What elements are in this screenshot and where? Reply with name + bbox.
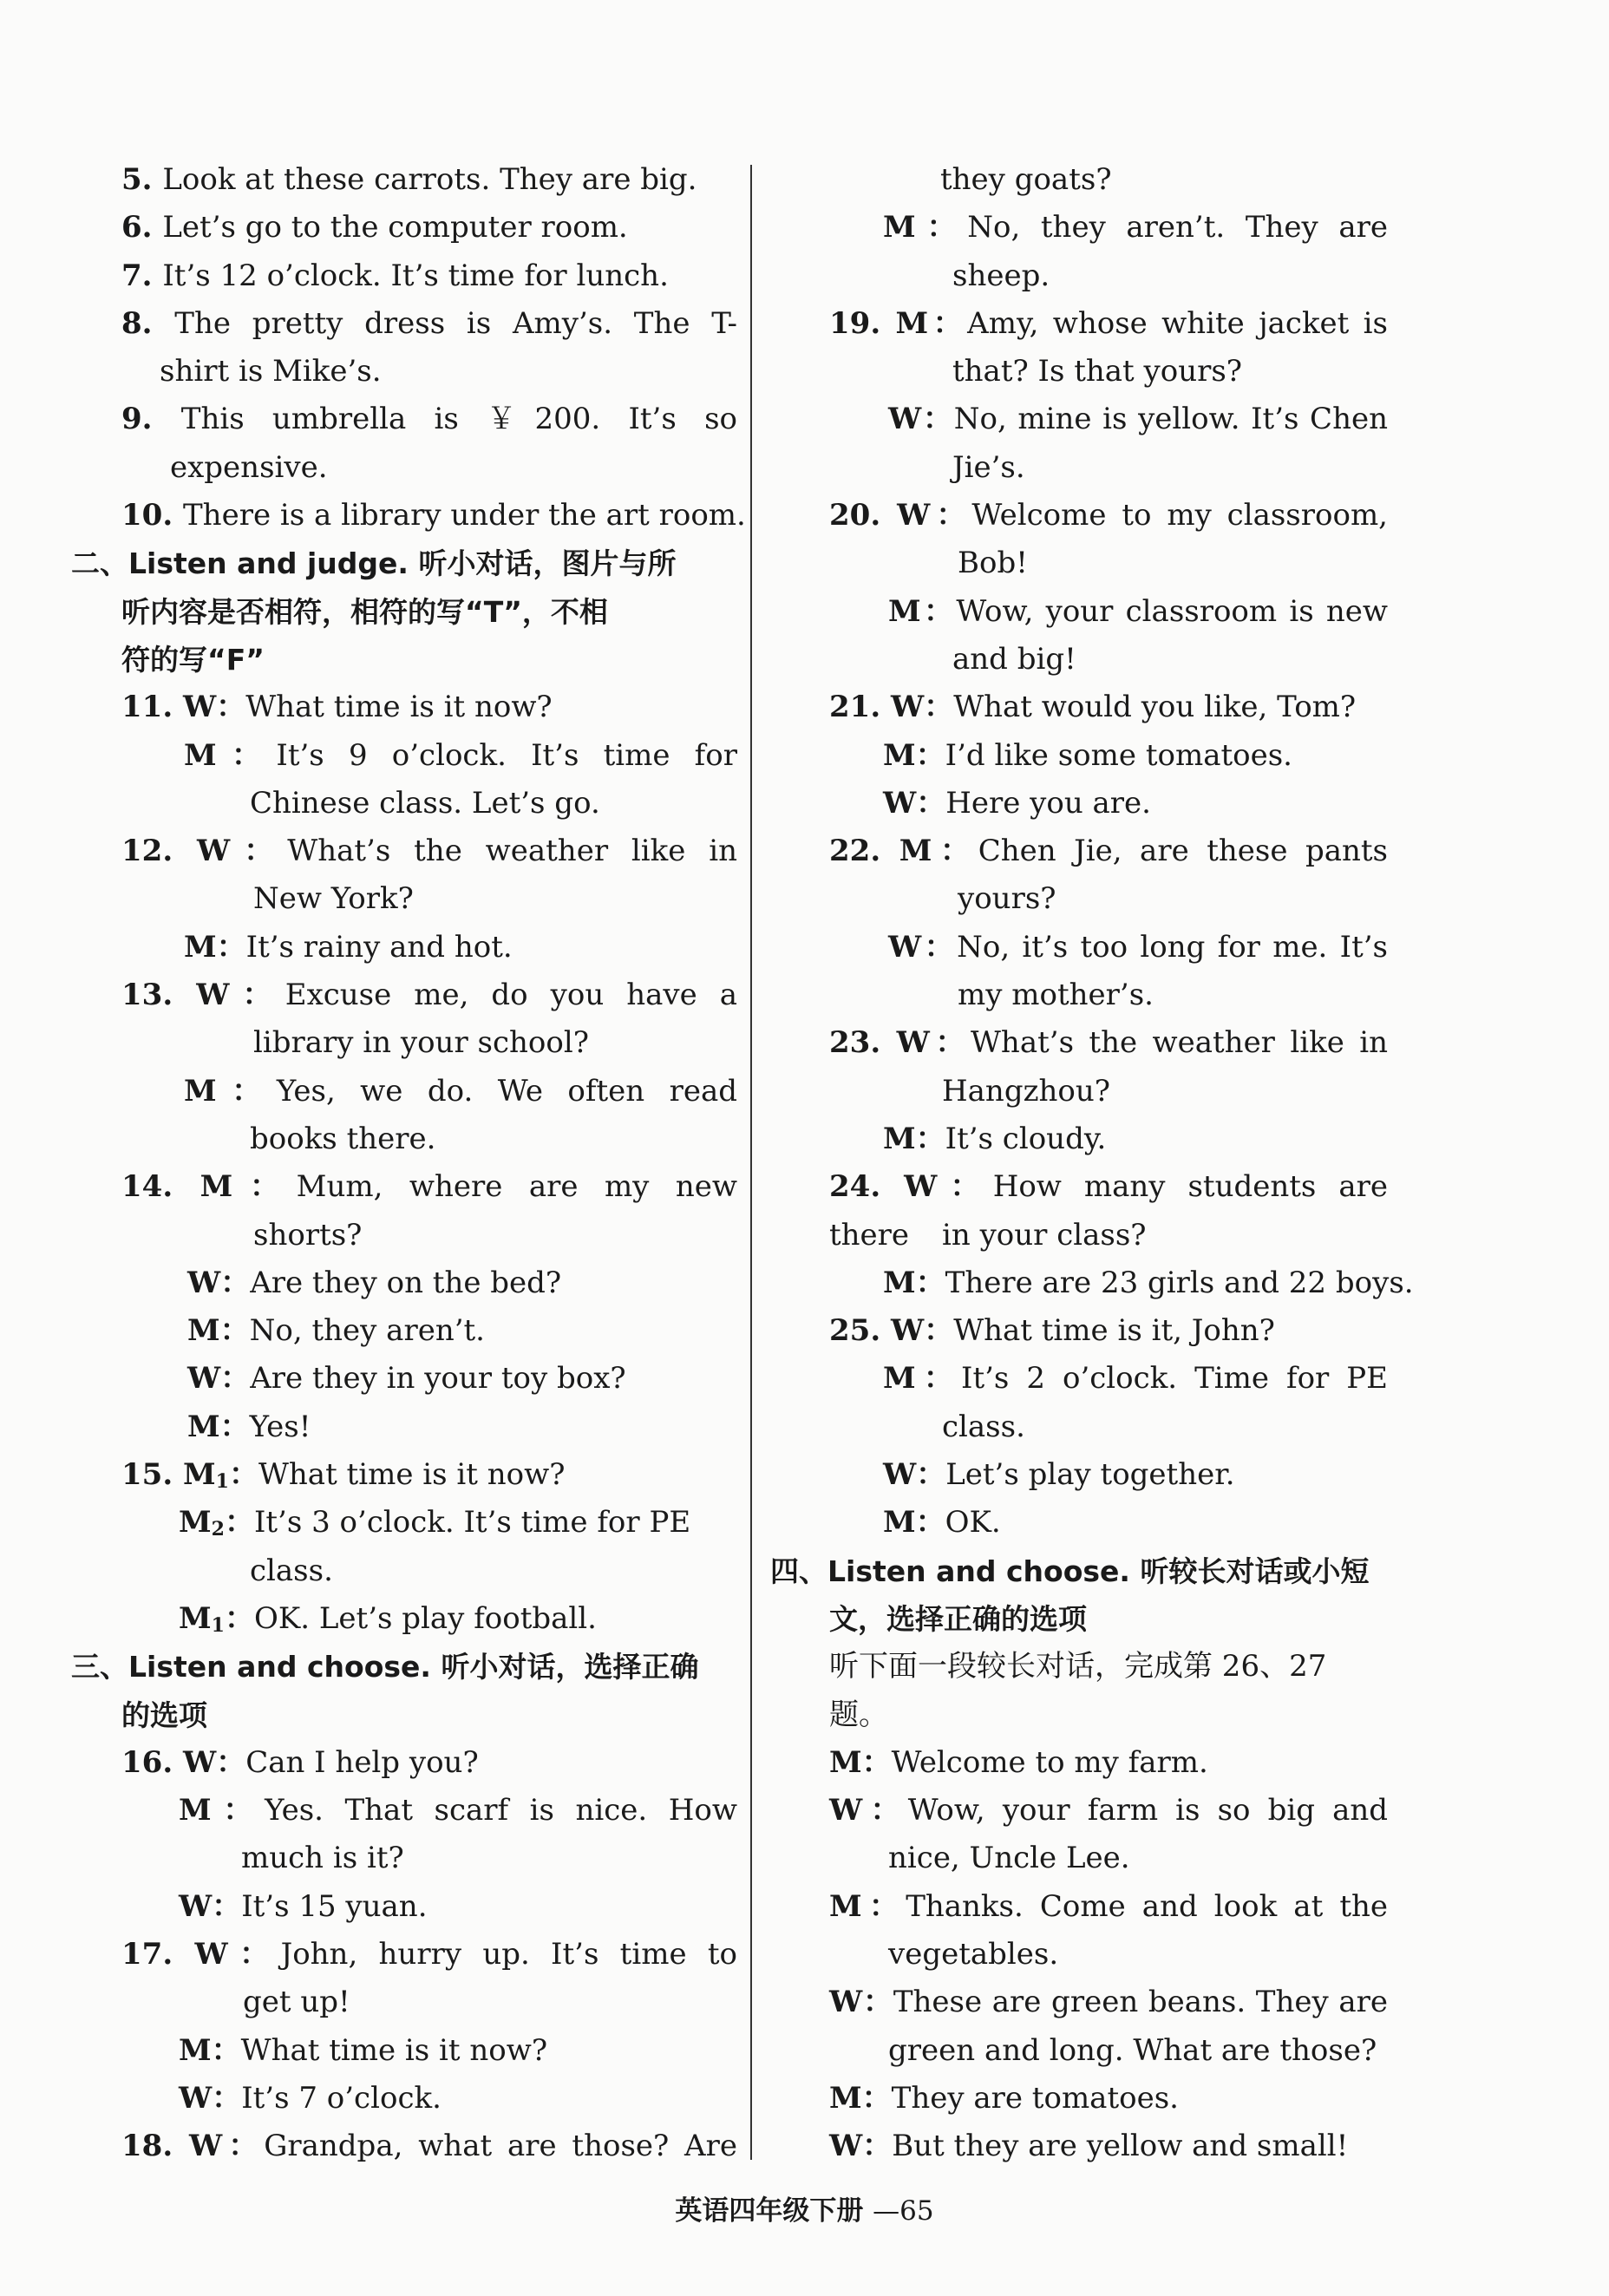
script-line [121,924,737,971]
speaker-colon: ： [224,1505,254,1540]
script-line [121,1979,737,2026]
speaker-letter: W： [189,2129,265,2164]
speaker-letter: M： [883,1361,962,1397]
speaker-label [196,978,285,1012]
section-heading: 文，选择正确的选项 [829,1601,1087,1636]
section-heading: 的选项 [121,1697,207,1732]
dialogue-text: The pretty dress is Amy’s. The T- [174,305,737,341]
dialogue-text: No, they aren’t. [249,1313,485,1349]
script-line [121,732,737,780]
speaker-label [888,594,956,629]
dialogue-text: Jie’s. [952,449,1025,485]
speaker-label [897,498,971,533]
speaker-letter: W： [187,1361,251,1397]
speaker-label [179,2033,241,2068]
speaker-label [184,1074,277,1109]
speaker-label [187,1313,250,1348]
speaker-letter: M： [829,1744,892,1780]
dialogue-text: Chen Jie, are these pants [978,834,1388,869]
question-number: 19. [829,305,896,341]
dialogue-text: Look at these carrots. They are big. [162,162,697,197]
section-heading: 三、Listen and choose. 听小对话，选择正确 [71,1650,699,1684]
script-line [121,1355,737,1403]
dialogue-text: expensive. [170,449,328,485]
script-line [770,1979,1388,2026]
dialogue-text: They are tomatoes. [891,2080,1179,2116]
section-heading-line [770,1547,1388,1595]
script-line [121,2075,737,2123]
dialogue-text: my mother’s. [958,978,1154,1013]
script-line [770,300,1388,348]
speaker-letter: M： [895,305,968,341]
dialogue-text: shirt is Mike’s. [160,354,382,389]
speaker-label [829,1985,893,2019]
speaker-letter: W： [904,1169,993,1205]
question-number: 12. [121,834,198,869]
dialogue-text: that? Is that yours? [952,354,1243,389]
book-title: 英语四年级下册 [675,2195,864,2227]
speaker-label [904,1169,993,1204]
speaker-letter: W： [196,978,285,1013]
script-line [121,348,737,396]
instruction-text: 听下面一段较长对话，完成第 26、27 [829,1649,1327,1684]
dialogue-text: Chinese class. Let’s go. [250,785,600,821]
script-line [121,2027,737,2075]
speaker-letter: W： [183,690,246,725]
script-line [121,300,737,348]
speaker-label [179,1505,254,1540]
dialogue-text: sheep. [952,258,1050,293]
left-column [71,156,746,2170]
script-line [770,780,1388,827]
speaker-label [179,2081,241,2116]
script-line [770,2075,1388,2123]
dialogue-text: There is a library under the art room. [183,498,746,533]
script-line [770,1259,1414,1307]
script-line [770,252,1388,300]
dialogue-text: These are green beans. They are [893,1985,1388,2020]
speaker-letter: M： [883,1121,945,1156]
dialogue-text: yours? [958,881,1056,917]
speaker-subscript: 2 [211,1518,225,1541]
speaker-letter: M： [179,2032,241,2068]
speaker-letter: W： [829,2129,893,2164]
dialogue-text: It’s rainy and hot. [245,929,513,965]
section-heading-line [71,540,737,587]
speaker-letter: M： [184,1073,277,1109]
speaker-label [179,1889,241,1924]
script-line [770,540,1388,587]
script-line [770,827,1388,875]
speaker-label [829,2129,892,2163]
dialogue-text: It’s 3 o’clock. It’s time for PE [253,1505,691,1540]
speaker-letter: W： [883,1457,946,1493]
dialogue-text: New York? [253,881,414,917]
speaker-letter: M [183,1457,216,1493]
speaker-label [883,1457,945,1492]
dialogue-text: It’s 12 o’clock. It’s time for lunch. [162,258,669,293]
script-line [770,1931,1388,1979]
speaker-letter: W： [888,929,958,965]
speaker-label [829,1793,908,1828]
section-heading-line [121,588,737,636]
script-line [770,588,1388,636]
script-line [121,396,737,443]
question-number: 11. [121,690,183,725]
script-line [770,1355,1388,1403]
speaker-letter: M： [829,2080,892,2116]
dialogue-text: books there. [250,1121,436,1156]
dialogue-text: Grandpa, what are those? Are [264,2129,737,2164]
dialogue-text: Wow, your farm is so big and [907,1793,1388,1828]
question-number: 18. [121,2129,189,2164]
script-line [121,492,746,540]
dialogue-text: It’s 2 o’clock. Time for PE [961,1361,1388,1397]
script-line [770,1787,1388,1835]
speaker-label [883,1266,945,1300]
script-line [121,1212,737,1259]
section-heading-line [770,1595,1388,1643]
speaker-letter: W： [891,1313,954,1349]
dialogue-text: John, hurry up. It’s time to [280,1936,737,1972]
script-line [121,971,737,1019]
dialogue-text: It’s 7 o’clock. [241,2080,441,2116]
question-number: 13. [121,978,197,1013]
script-line [121,1739,737,1787]
question-number: 25. [829,1313,891,1349]
speaker-label [891,1313,953,1348]
instruction-text: 题。 [829,1697,888,1732]
speaker-label [179,1601,254,1636]
script-line [121,684,737,731]
question-number: 7. [121,258,163,293]
dialogue-text: Yes, we do. We often read [276,1073,738,1109]
speaker-letter: W： [896,1025,971,1061]
speaker-label [883,1505,945,1540]
dialogue-text: No, they aren’t. They are [967,210,1388,245]
script-line [770,971,1388,1019]
dialogue-text: Yes. That scarf is nice. How [265,1793,737,1828]
script-line [121,1547,737,1595]
script-line [770,396,1388,443]
dialogue-text: What time is it now? [245,690,553,725]
script-line [121,1835,737,1882]
speaker-label [899,834,978,868]
dialogue-text: It’s 15 yuan. [241,1888,428,1924]
speaker-letter: M： [179,1793,265,1828]
question-number: 5. [121,162,163,197]
script-line [121,1883,737,1931]
dialogue-text: How many students are there [829,1169,1388,1253]
speaker-label [183,1745,245,1780]
dialogue-text: It’s 9 o’clock. It’s time for [276,737,737,773]
speaker-label [829,1889,906,1924]
speaker-letter: M： [184,737,277,773]
dialogue-text: vegetables. [888,1936,1059,1972]
script-line [770,1691,1388,1739]
question-number: 10. [121,498,183,533]
script-line [770,1499,1388,1547]
section-heading: 听内容是否相符，相符的写“T”，不相 [121,594,608,629]
dialogue-text: green and long. What are those? [888,2032,1377,2068]
script-line [121,204,737,252]
page-number: —65 [873,2195,934,2227]
speaker-label [883,738,945,773]
script-line [121,1259,737,1307]
speaker-label [187,1361,250,1396]
question-number: 15. [121,1457,183,1493]
dialogue-text: Thanks. Come and look at the [906,1888,1388,1924]
dialogue-text: What time is it now? [258,1457,566,1493]
dialogue-text: No, it’s too long for me. It’s [957,929,1388,965]
page-footer [0,2188,1609,2227]
section-heading: 符的写“F” [121,642,265,677]
dialogue-text: Welcome to my farm. [891,1744,1208,1780]
question-number: 23. [829,1025,897,1061]
dialogue-text: Let’s play together. [945,1457,1235,1493]
dialogue-text: Are they on the bed? [250,1265,562,1300]
speaker-letter: M： [829,1888,906,1924]
dialogue-text: This umbrella is ￥200. It’s so [180,402,737,437]
script-line [770,1835,1388,1882]
script-line [770,2027,1388,2075]
script-line [770,156,1388,204]
dialogue-text: shorts? [253,1217,363,1253]
speaker-label [200,1169,297,1204]
script-line [121,1403,737,1451]
dialogue-text: Wow, your classroom is new [956,593,1388,629]
dialogue-text: There are 23 girls and 22 boys. [945,1265,1414,1300]
speaker-label [189,2129,264,2163]
script-line [770,684,1388,731]
script-line [121,156,737,204]
speaker-letter: M： [187,1409,250,1444]
script-line [121,780,737,827]
dialogue-text: What’s the weather like in [970,1025,1388,1061]
question-number: 8. [121,305,175,341]
dialogue-text: nice, Uncle Lee. [888,1841,1130,1876]
question-number: 17. [121,1936,195,1972]
script-line [121,252,737,300]
speaker-label [187,1266,250,1300]
section-heading-line [71,1643,737,1691]
speaker-label [891,690,953,724]
dialogue-text: and big! [952,641,1076,677]
dialogue-text: What’s the weather like in [287,834,737,869]
dialogue-text: What time is it now? [240,2032,548,2068]
dialogue-text: OK. [945,1505,1001,1540]
speaker-label [883,210,967,245]
question-number: 6. [121,210,163,245]
dialogue-text: Here you are. [945,785,1151,821]
speaker-letter: M： [184,929,246,965]
speaker-label [179,1793,265,1828]
script-line [121,1595,737,1643]
script-line [770,2123,1388,2170]
dialogue-text: OK. Let’s play football. [253,1600,597,1636]
script-line [770,204,1388,252]
dialogue-text: It’s cloudy. [945,1121,1107,1156]
speaker-label [883,1361,961,1396]
speaker-letter: W： [179,1888,242,1924]
dialogue-text: library in your school? [253,1025,589,1061]
speaker-subscript: 1 [215,1470,229,1494]
dialogue-text: But they are yellow and small! [892,2129,1349,2164]
dialogue-text: they goats? [940,162,1112,197]
speaker-letter: W： [183,1744,246,1780]
speaker-label [187,1410,250,1444]
script-line [770,1019,1388,1067]
speaker-letter: W： [197,834,288,869]
script-line [121,1499,737,1547]
section-heading: 二、Listen and judge. 听小对话，图片与所 [71,546,677,581]
script-line [770,732,1388,780]
speaker-letter: W： [187,1265,251,1300]
question-number: 21. [829,690,891,725]
dialogue-text: No, mine is yellow. It’s Chen [953,402,1388,437]
dialogue-text: get up! [243,1985,350,2020]
speaker-letter: M [179,1505,212,1540]
dialogue-text: in your class? [942,1217,1147,1253]
script-line [121,1787,737,1835]
speaker-letter: W： [179,2080,242,2116]
question-number: 20. [829,498,898,533]
speaker-letter: W： [891,690,954,725]
script-line [121,1451,737,1499]
speaker-label [197,834,287,868]
script-line [770,444,1388,492]
speaker-label [184,738,276,773]
script-line [770,1403,1388,1451]
dialogue-text: Hangzhou? [942,1073,1110,1109]
speaker-label [183,690,245,724]
script-line [121,1115,737,1163]
dialogue-text: Can I help you? [245,1744,479,1780]
speaker-letter: M： [899,834,978,869]
script-line [121,1019,737,1067]
speaker-letter: W： [888,402,954,437]
speaker-label [829,1745,892,1780]
script-line [121,2123,737,2170]
script-line [770,492,1388,540]
script-line [770,1883,1388,1931]
speaker-colon: ： [228,1457,258,1493]
dialogue-text: What time is it, John? [953,1313,1275,1349]
speaker-label [888,930,957,965]
speaker-label [883,786,945,821]
question-number: 24. [829,1169,905,1205]
script-line [770,1115,1388,1163]
speaker-label [883,1122,945,1156]
script-line [770,1739,1388,1787]
dialogue-text: Bob! [958,546,1028,581]
speaker-label [184,930,246,965]
script-line [121,1307,737,1355]
script-line [770,636,1388,684]
script-line [770,1643,1388,1691]
speaker-label [183,1457,258,1492]
speaker-letter: M： [883,1505,945,1540]
dialogue-text: Amy, whose white jacket is [967,305,1388,341]
question-number: 16. [121,1744,183,1780]
speaker-letter: W： [897,498,972,533]
script-line [770,875,1388,923]
script-line [121,444,737,492]
speaker-letter: M： [888,593,957,629]
right-column [770,156,1414,2170]
dialogue-text: Are they in your toy box? [250,1361,626,1397]
speaker-letter: M： [883,1265,945,1300]
speaker-letter: M： [199,1169,297,1205]
script-line [770,348,1388,396]
speaker-letter: M： [883,737,945,773]
dialogue-text: Let’s go to the computer room. [162,210,628,245]
speaker-letter: M [179,1600,212,1636]
speaker-subscript: 1 [211,1613,225,1637]
script-line [770,1307,1388,1355]
dialogue-text: What would you like, Tom? [953,690,1357,725]
dialogue-text: much is it? [241,1841,404,1876]
dialogue-text: Mum, where are my new [296,1169,737,1205]
dialogue-text: class. [250,1553,333,1588]
dialogue-text: class. [942,1409,1025,1444]
dialogue-text: Yes! [249,1409,311,1444]
script-line [121,1163,737,1211]
dialogue-text: I’d like some tomatoes. [945,737,1292,773]
dialogue-text: Welcome to my classroom, [971,498,1388,533]
speaker-letter: M： [883,210,968,245]
speaker-letter: M： [187,1313,250,1349]
script-line [121,1068,737,1115]
script-line [770,924,1388,971]
question-number: 22. [829,834,899,869]
section-heading-line [121,1691,737,1739]
column-divider [750,165,752,2160]
script-line [121,827,737,875]
speaker-colon: ： [224,1600,254,1636]
speaker-label [896,306,968,341]
speaker-label [897,1025,971,1060]
section-heading: 四、Listen and choose. 听较长对话或小短 [770,1554,1370,1588]
script-line [121,875,737,923]
section-heading-line [121,636,737,684]
speaker-letter: W： [194,1936,281,1972]
script-line [770,1068,1388,1115]
speaker-letter: W： [829,1985,893,2020]
script-line [770,1451,1388,1499]
question-number: 14. [121,1169,200,1205]
question-number: 9. [121,402,181,437]
speaker-letter: W： [883,785,946,821]
dialogue-text: Excuse me, do you have a [285,978,737,1013]
script-line [121,1931,737,1979]
speaker-label [888,402,954,436]
speaker-letter: W： [829,1793,908,1828]
speaker-label [194,1937,280,1972]
speaker-label [829,2081,892,2116]
